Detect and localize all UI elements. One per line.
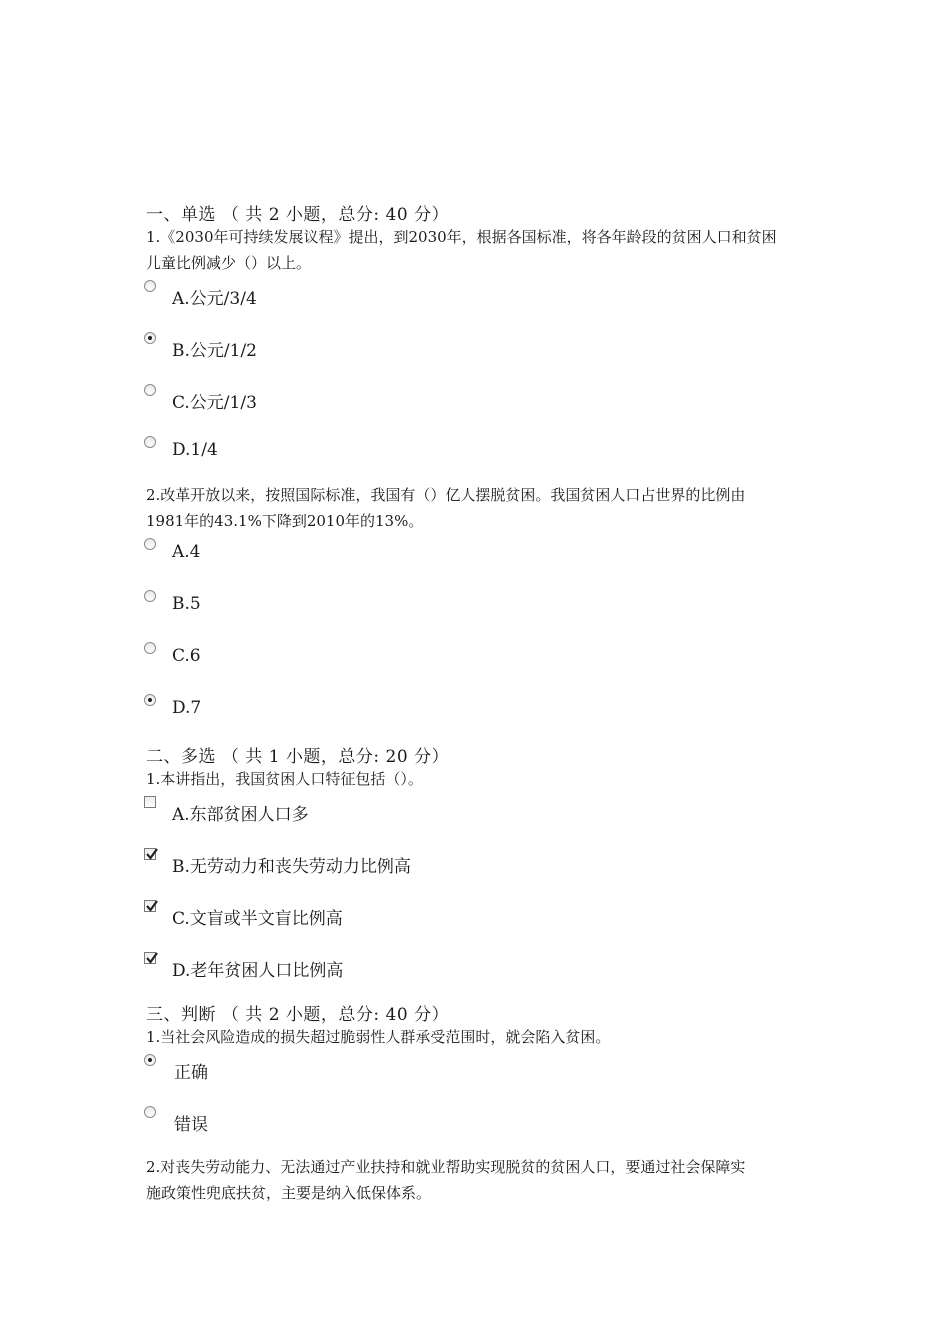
- option-label: D.1/4: [172, 440, 218, 460]
- option-label: C.文盲或半文盲比例高: [172, 909, 343, 929]
- checkbox-option-c[interactable]: [144, 900, 156, 912]
- checkbox-option-b[interactable]: [144, 848, 156, 860]
- radio-option-true[interactable]: [144, 1054, 156, 1066]
- option-label: A.公元/3/4: [172, 289, 257, 309]
- option-label: B.无劳动力和丧失劳动力比例高: [172, 857, 411, 877]
- radio-option-d[interactable]: [144, 694, 156, 706]
- checkmark-icon: [144, 950, 160, 966]
- question-text: [146, 224, 826, 276]
- option-label: B.5: [172, 594, 201, 614]
- section-heading-true-false: 三、判断 （ 共 2 小题，总分: 40 分）: [146, 1005, 450, 1025]
- radio-option-c[interactable]: [144, 384, 156, 396]
- option-label: C.公元/1/3: [172, 393, 257, 413]
- radio-option-c[interactable]: [144, 642, 156, 654]
- option-label: C.6: [172, 646, 201, 666]
- section-heading-single-choice: 一、单选 （ 共 2 小题，总分: 40 分）: [146, 205, 450, 225]
- question-line: 施政策性兜底扶贫，主要是纳入低保体系。: [146, 1184, 432, 1202]
- question-text: [146, 482, 826, 534]
- checkmark-icon: [144, 898, 160, 914]
- question-line: 2.改革开放以来，按照国际标准，我国有（）亿人摆脱贫困。我国贫困人口占世界的比例由: [146, 486, 746, 504]
- radio-option-a[interactable]: [144, 280, 156, 292]
- checkmark-icon: [144, 846, 160, 862]
- radio-option-false[interactable]: [144, 1106, 156, 1118]
- question-text: 1.本讲指出，我国贫困人口特征包括（）。: [146, 770, 423, 788]
- question-line: 2.对丧失劳动能力、无法通过产业扶持和就业帮助实现脱贫的贫困人口，要通过社会保障实: [146, 1158, 746, 1176]
- question-text: 1.当社会风险造成的损失超过脆弱性人群承受范围时，就会陷入贫困。: [146, 1028, 611, 1046]
- option-label: B.公元/1/2: [172, 341, 257, 361]
- radio-option-b[interactable]: [144, 590, 156, 602]
- section-heading-multiple-choice: 二、多选 （ 共 1 小题，总分: 20 分）: [146, 747, 450, 767]
- radio-option-b[interactable]: [144, 332, 156, 344]
- option-label: A.东部贫困人口多: [172, 805, 309, 825]
- option-label: 正确: [174, 1063, 208, 1083]
- question-line: 1.《2030年可持续发展议程》提出，到2030年，根据各国标准，将各年龄段的贫困人口和贫困: [146, 228, 777, 246]
- question-line: 儿童比例减少（）以上。: [146, 254, 312, 272]
- checkbox-option-d[interactable]: [144, 952, 156, 964]
- radio-option-d[interactable]: [144, 436, 156, 448]
- option-label: D.老年贫困人口比例高: [172, 961, 344, 981]
- checkbox-option-a[interactable]: [144, 796, 156, 808]
- radio-option-a[interactable]: [144, 538, 156, 550]
- option-label: A.4: [172, 542, 201, 562]
- question-text: [146, 1154, 826, 1206]
- option-label: D.7: [172, 698, 202, 718]
- question-line: 1981年的43.1%下降到2010年的13%。: [146, 512, 424, 530]
- option-label: 错误: [174, 1115, 208, 1135]
